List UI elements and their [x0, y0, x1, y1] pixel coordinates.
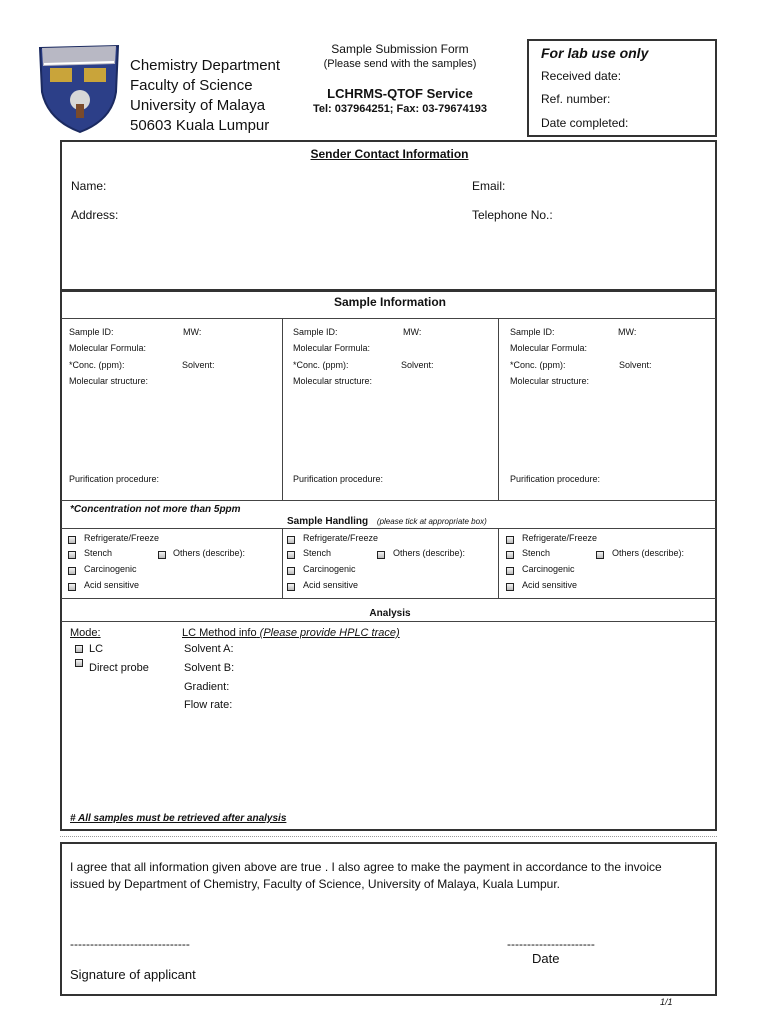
sender-title: Sender Contact Information: [310, 147, 469, 161]
handling-title-row: [287, 516, 487, 527]
acid-sensitive-label: Acid sensitive: [522, 580, 578, 590]
others-checkbox[interactable]: [158, 551, 166, 559]
form-title: Sample Submission Form: [331, 42, 469, 56]
refrigerate-label: Refrigerate/Freeze: [303, 533, 379, 543]
retrieve-note: # All samples must be retrieved after analysis: [70, 813, 287, 824]
university-crest: [36, 42, 122, 134]
received-date-label: Received date:: [541, 69, 622, 83]
others-checkbox[interactable]: [596, 551, 604, 559]
divider: [61, 500, 716, 501]
refrigerate-checkbox[interactable]: [68, 536, 76, 544]
divider: [498, 318, 499, 500]
divider: [282, 318, 283, 500]
solvent-a-label: Solvent A:: [184, 643, 234, 655]
dept-line: Faculty of Science: [130, 77, 253, 94]
lc-method-row: [182, 627, 400, 639]
sample-info-title: Sample Information: [333, 295, 446, 309]
date-label: Date: [532, 951, 560, 966]
lab-use-box: [527, 39, 717, 137]
telephone-label: Telephone No.:: [472, 208, 553, 222]
stench-label: Stench: [84, 548, 113, 558]
carcinogenic-checkbox[interactable]: [68, 567, 76, 575]
solvent-b-label: Solvent B:: [184, 662, 235, 674]
divider: [61, 621, 716, 622]
others-label: Others (describe):: [173, 548, 246, 558]
carcinogenic-label: Carcinogenic: [522, 564, 575, 574]
direct-probe-checkbox[interactable]: [75, 659, 83, 667]
lc-label: LC: [89, 643, 104, 655]
date-completed-label: Date completed:: [541, 116, 629, 130]
refrigerate-checkbox[interactable]: [287, 536, 295, 544]
formula-label: Molecular Formula:: [510, 343, 588, 353]
lab-use-title: For lab use only: [541, 45, 649, 61]
structure-label: Molecular structure:: [510, 376, 590, 386]
address-label: Address:: [71, 208, 119, 222]
signature-line: ------------------------------: [70, 937, 190, 951]
mw-label: MW:: [183, 327, 202, 337]
gradient-label: Gradient:: [184, 681, 230, 693]
others-checkbox[interactable]: [377, 551, 385, 559]
stench-checkbox[interactable]: [287, 551, 295, 559]
acid-sensitive-checkbox[interactable]: [506, 583, 514, 591]
email-label: Email:: [472, 179, 506, 193]
department-address: [130, 56, 280, 136]
mw-label: MW:: [618, 327, 637, 337]
divider: [61, 318, 716, 319]
dept-line: Chemistry Department: [130, 57, 281, 74]
mw-label: MW:: [403, 327, 422, 337]
sample-id-label: Sample ID:: [69, 327, 114, 337]
sender-section: [60, 140, 717, 292]
lc-method-label: LC Method info: [182, 627, 257, 639]
formula-label: Molecular Formula:: [293, 343, 371, 353]
acid-sensitive-label: Acid sensitive: [303, 580, 359, 590]
agreement-line: issued by Department of Chemistry, Faculty of Science, University of Malaya, Kuala Lumpur.: [70, 877, 560, 891]
formula-label: Molecular Formula:: [69, 343, 147, 353]
signature-label: Signature of applicant: [70, 967, 196, 982]
analysis-title: Analysis: [369, 608, 411, 619]
lc-method-hint: (Please provide HPLC trace): [259, 627, 400, 639]
refrigerate-checkbox[interactable]: [506, 536, 514, 544]
others-label: Others (describe):: [612, 548, 685, 558]
carcinogenic-checkbox[interactable]: [506, 567, 514, 575]
service-title: LCHRMS-QTOF Service: [327, 86, 473, 101]
agreement-line: I agree that all information given above are true . I also agree to make the payment in accordance to the invoice: [70, 860, 662, 874]
stench-checkbox[interactable]: [506, 551, 514, 559]
refrigerate-label: Refrigerate/Freeze: [84, 533, 160, 543]
acid-sensitive-checkbox[interactable]: [287, 583, 295, 591]
solvent-label: Solvent:: [619, 360, 652, 370]
divider: [282, 528, 283, 598]
stench-label: Stench: [303, 548, 332, 558]
acid-sensitive-label: Acid sensitive: [84, 580, 140, 590]
solvent-label: Solvent:: [401, 360, 434, 370]
acid-sensitive-checkbox[interactable]: [68, 583, 76, 591]
sample-id-label: Sample ID:: [510, 327, 555, 337]
separator: [60, 836, 717, 837]
purification-label: Purification procedure:: [510, 474, 601, 484]
solvent-label: Solvent:: [182, 360, 215, 370]
stench-checkbox[interactable]: [68, 551, 76, 559]
conc-label: *Conc. (ppm):: [69, 360, 125, 370]
others-label: Others (describe):: [393, 548, 466, 558]
direct-probe-label: Direct probe: [89, 662, 149, 674]
contact-numbers: Tel: 037964251; Fax: 03-79674193: [312, 103, 488, 115]
ref-number-label: Ref. number:: [541, 92, 611, 106]
lc-checkbox[interactable]: [75, 645, 83, 653]
divider: [61, 598, 716, 599]
conc-label: *Conc. (ppm):: [510, 360, 566, 370]
conc-label: *Conc. (ppm):: [293, 360, 349, 370]
form-note: (Please send with the samples): [323, 58, 477, 70]
handling-hint: (please tick at appropriate box): [376, 517, 487, 526]
agreement-section: [60, 842, 717, 996]
dept-line: University of Malaya: [130, 97, 266, 114]
stench-label: Stench: [522, 548, 551, 558]
purification-label: Purification procedure:: [69, 474, 160, 484]
refrigerate-label: Refrigerate/Freeze: [522, 533, 598, 543]
sample-id-label: Sample ID:: [293, 327, 338, 337]
concentration-note: *Concentration not more than 5ppm: [70, 504, 241, 515]
mode-label: Mode:: [70, 627, 101, 639]
dept-line: 50603 Kuala Lumpur: [130, 117, 270, 134]
carcinogenic-label: Carcinogenic: [84, 564, 137, 574]
purification-label: Purification procedure:: [293, 474, 384, 484]
page-number: 1/1: [660, 997, 673, 1007]
date-line: ----------------------: [507, 937, 595, 951]
divider: [498, 528, 499, 598]
handling-title: Sample Handling: [287, 516, 369, 527]
carcinogenic-checkbox[interactable]: [287, 567, 295, 575]
carcinogenic-label: Carcinogenic: [303, 564, 356, 574]
flow-rate-label: Flow rate:: [184, 699, 233, 711]
name-label: Name:: [71, 179, 107, 193]
structure-label: Molecular structure:: [293, 376, 373, 386]
divider: [61, 528, 716, 529]
structure-label: Molecular structure:: [69, 376, 149, 386]
sample-info-section: [60, 289, 717, 831]
